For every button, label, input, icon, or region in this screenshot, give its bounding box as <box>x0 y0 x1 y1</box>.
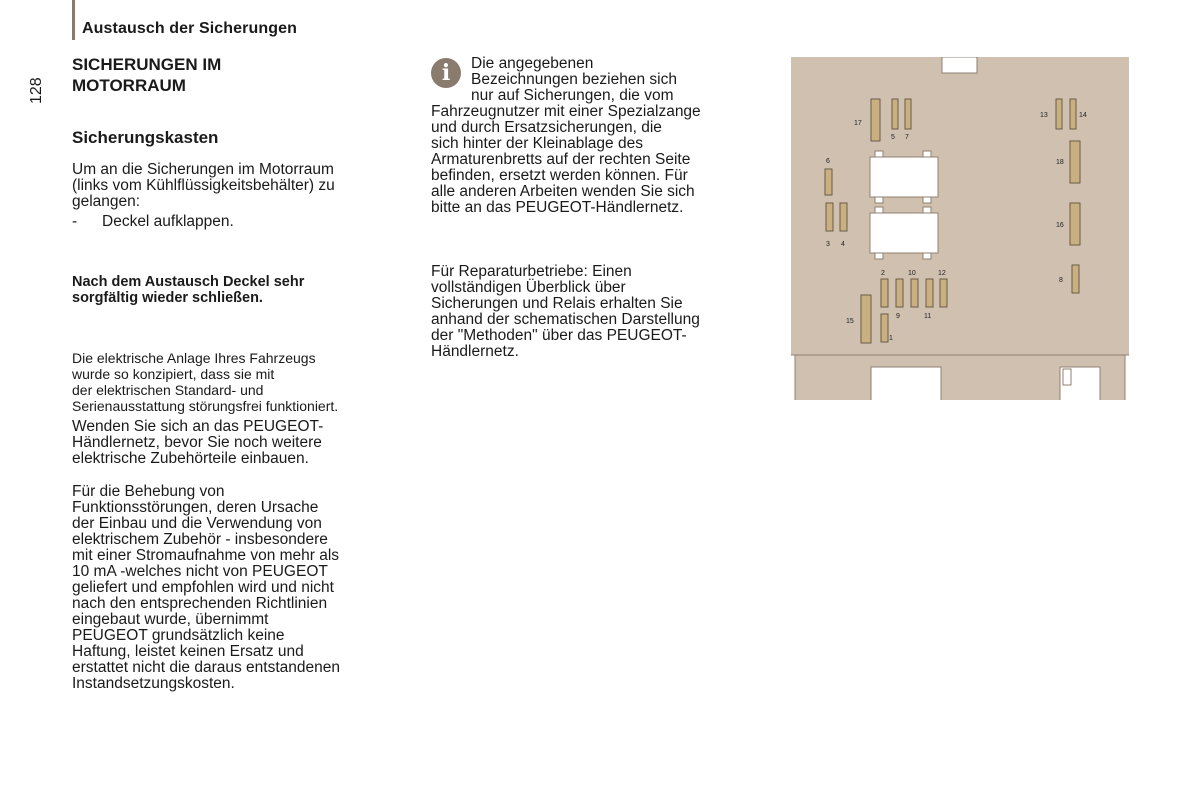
text-line: nach den entsprechenden Richtlinien <box>72 595 328 612</box>
section-title <box>72 54 417 96</box>
fuse-15 <box>861 295 871 343</box>
relay-lower <box>870 207 938 259</box>
bottom-connector-tab <box>1063 369 1071 385</box>
label-5: 5 <box>891 134 895 141</box>
text-line: PEUGEOT grundsätzlich keine <box>72 627 285 644</box>
text-line: Wenden Sie sich an das PEUGEOT- <box>72 418 324 435</box>
fuse-17 <box>871 99 880 141</box>
text-line: Funktionsstörungen, deren Ursache <box>72 499 319 516</box>
text-line: geliefert und empfohlen wird und nicht <box>72 579 334 596</box>
info-icon: i <box>431 58 461 88</box>
text-line: bitte an das PEUGEOT-Händlernetz. <box>431 199 684 216</box>
repair-paragraph <box>431 264 776 360</box>
label-1: 1 <box>889 335 893 342</box>
text-line: Instandsetzungskosten. <box>72 675 235 692</box>
bottom-relay <box>871 367 941 400</box>
fuse-16 <box>1070 203 1080 245</box>
text-line: Fahrzeugnutzer mit einer Spezialzange <box>431 103 701 120</box>
label-7: 7 <box>905 134 909 141</box>
label-2: 2 <box>881 270 885 277</box>
fuse-box-diagram <box>791 57 1129 400</box>
header-accent-bar <box>72 0 75 40</box>
fuse-9 <box>896 279 903 307</box>
label-14: 14 <box>1079 112 1087 119</box>
label-6: 6 <box>826 158 830 165</box>
fuse-13 <box>1056 99 1062 129</box>
text-line: Händlernetz, bevor Sie noch weitere <box>72 434 322 451</box>
text-line: Um an die Sicherungen im Motorraum <box>72 161 334 178</box>
text-line: (links vom Kühlflüssigkeitsbehälter) zu <box>72 177 335 194</box>
text-line: Serienausstattung störungsfrei funktioniert. <box>72 398 339 414</box>
top-notch <box>942 57 977 73</box>
text-line: Armaturenbretts auf der rechten Seite <box>431 151 691 168</box>
fuse-2 <box>881 279 888 307</box>
text-line: und durch Ersatzsicherungen, die <box>431 119 662 136</box>
bottom-left-post <box>791 355 795 400</box>
fuse-6 <box>825 169 832 195</box>
label-16: 16 <box>1056 222 1064 229</box>
text-line: wurde so konzipiert, dass sie mit <box>72 366 275 382</box>
text-line: anhand der schematischen Darstellung <box>431 311 700 328</box>
label-15: 15 <box>846 318 854 325</box>
text-line: erstattet nicht die daraus entstandenen <box>72 659 340 676</box>
text-line: der Einbau und die Verwendung von <box>72 515 322 532</box>
electrical-note-small <box>72 350 417 414</box>
fuse-7 <box>905 99 911 129</box>
text-line: Händlernetz. <box>431 343 519 360</box>
label-13: 13 <box>1040 112 1048 119</box>
text-line: sorgfältig wieder schließen. <box>72 290 263 306</box>
fuse-1 <box>881 314 888 342</box>
fuse-box-svg <box>791 57 1129 400</box>
step-item <box>72 214 417 230</box>
subsection-title: Sicherungskasten <box>72 128 219 147</box>
fuse-18 <box>1070 141 1080 183</box>
fuse-5 <box>892 99 898 129</box>
label-11: 11 <box>924 313 932 320</box>
fuse-14 <box>1070 99 1076 129</box>
fuse-8 <box>1072 265 1079 293</box>
text-line: eingebaut wurde, übernimmt <box>72 611 269 628</box>
text-line: Nach dem Austausch Deckel sehr <box>72 274 305 290</box>
info-paragraph <box>431 56 776 216</box>
text-line: elektrische Zubehörteile einbauen. <box>72 450 309 467</box>
text-line: der "Methoden" über das PEUGEOT- <box>431 327 687 344</box>
label-12: 12 <box>938 270 946 277</box>
text-line: mit einer Stromaufnahme von mehr als <box>72 547 340 564</box>
text-line: vollständigen Überblick über <box>431 279 626 296</box>
page-number-wrap <box>28 77 55 122</box>
fuse-3 <box>826 203 833 231</box>
text-line: der elektrischen Standard- und <box>72 382 264 398</box>
text-line: Die angegebenen <box>471 55 594 72</box>
fuse-11 <box>926 279 933 307</box>
text-line: Für Reparaturbetriebe: Einen <box>431 263 632 280</box>
text-line: nur auf Sicherungen, die vom <box>471 87 674 104</box>
label-17: 17 <box>854 120 862 127</box>
text-line: Für die Behebung von <box>72 483 225 500</box>
text-line: gelangen: <box>72 193 141 210</box>
label-8: 8 <box>1059 277 1063 284</box>
text-line: alle anderen Arbeiten wenden Sie sich <box>431 183 695 200</box>
label-9: 9 <box>896 313 900 320</box>
page-number: 128 <box>28 77 45 104</box>
fuse-10 <box>911 279 918 307</box>
label-10: 10 <box>908 270 916 277</box>
text-line: Bezeichnungen beziehen sich <box>471 71 677 88</box>
text-line: sich hinter der Kleinablage des <box>431 135 643 152</box>
electrical-note <box>72 419 417 467</box>
text-line: elektrischem Zubehör - insbesondere <box>72 531 328 548</box>
text-line: Haftung, leistet keinen Ersatz und <box>72 643 304 660</box>
text-line: 10 mA -welches nicht von PEUGEOT <box>72 563 328 580</box>
liability-paragraph <box>72 484 417 692</box>
fuse-4 <box>840 203 847 231</box>
section-title-line: SICHERUNGEN IM <box>72 55 222 74</box>
fuse-12 <box>940 279 947 307</box>
label-3: 3 <box>826 241 830 248</box>
label-18: 18 <box>1056 159 1064 166</box>
intro-paragraph <box>72 162 417 210</box>
section-title-line: MOTORRAUM <box>72 76 186 95</box>
text-line: Die elektrische Anlage Ihres Fahrzeugs <box>72 350 316 366</box>
text-line: Sicherungen und Relais erhalten Sie <box>431 295 683 312</box>
step-dash: - <box>72 213 78 230</box>
bottom-right-post <box>1125 355 1129 400</box>
warning-note <box>72 274 417 306</box>
text-line: befinden, ersetzt werden können. Für <box>431 167 688 184</box>
relay-upper <box>870 151 938 203</box>
step-text: Deckel aufklappen. <box>102 213 234 230</box>
label-4: 4 <box>841 241 845 248</box>
header-title: Austausch der Sicherungen <box>82 20 297 37</box>
